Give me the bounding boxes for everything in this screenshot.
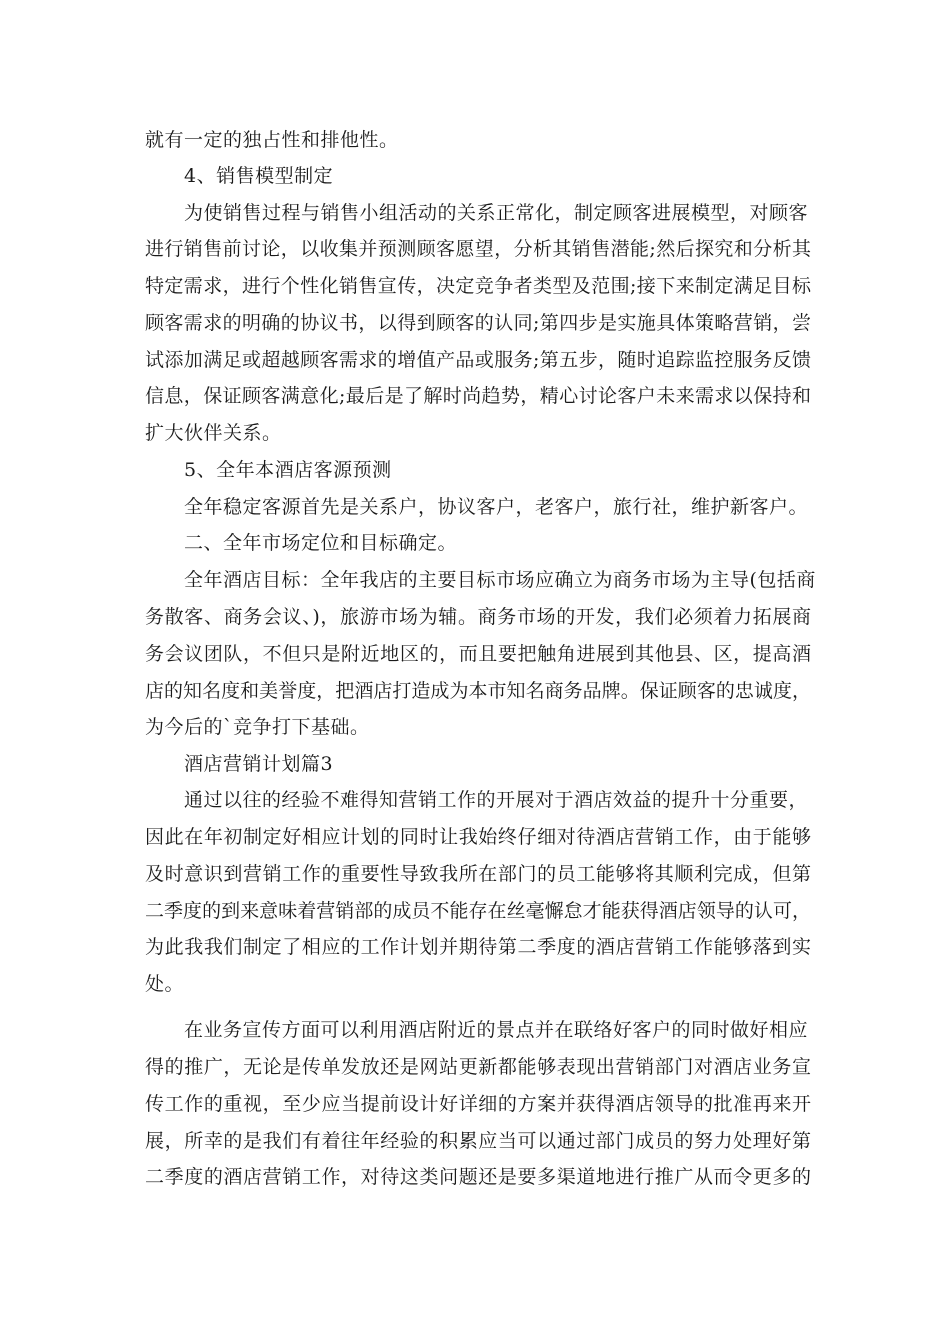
text-line: 为今后的`竞争打下基础。 (145, 716, 370, 738)
text-line: 得的推广，无论是传单发放还是网站更新都能够表现出营销部门对酒店业务宣 (145, 1056, 811, 1078)
text-line: 二季度的酒店营销工作，对待这类问题还是要多渠道地进行推广从而令更多的 (145, 1166, 811, 1188)
text-line: 扩大伙伴关系。 (145, 422, 282, 444)
section-heading: 酒店营销计划篇3 (184, 753, 334, 775)
text-line: 为此我我们制定了相应的工作计划并期待第二季度的酒店营销工作能够落到实 (145, 936, 811, 958)
section-heading: 5、全年本酒店客源预测 (184, 459, 392, 481)
text-line: 店的知名度和美誉度，把酒店打造成为本市知名商务品牌。保证顾客的忠诚度， (145, 680, 811, 702)
text-line: 信息，保证顾客满意化;最后是了解时尚趋势，精心讨论客户未来需求以保持和 (145, 385, 811, 407)
text-line: 进行销售前讨论，以收集并预测顾客愿望，分析其销售潜能;然后探究和分析其 (145, 238, 811, 260)
text-line: 二季度的到来意味着营销部的成员不能存在丝毫懈怠才能获得酒店领导的认可， (145, 900, 811, 922)
text-line: 展，所幸的是我们有着往年经验的积累应当可以通过部门成员的努力处理好第 (145, 1130, 811, 1152)
section-heading: 二、全年市场定位和目标确定。 (184, 532, 458, 554)
text-line: 处。 (145, 973, 185, 995)
text-line: 全年酒店目标：全年我店的主要目标市场应确立为商务市场为主导(包括商 (184, 569, 816, 591)
section-heading: 4、销售模型制定 (184, 165, 334, 187)
text-line: 务散客、商务会议、)，旅游市场为辅。商务市场的开发，我们必须着力拓展商 (145, 606, 811, 628)
text-line: 全年稳定客源首先是关系户，协议客户，老客户，旅行社，维护新客户。 (184, 496, 809, 518)
text-line: 及时意识到营销工作的重要性导致我所在部门的员工能够将其顺利完成，但第 (145, 863, 811, 885)
text-line: 特定需求，进行个性化销售宣传，决定竞争者类型及范围;接下来制定满足目标 (145, 275, 811, 297)
text-line: 就有一定的独占性和排他性。 (145, 129, 399, 151)
text-line: 试添加满足或超越顾客需求的增值产品或服务;第五步，随时追踪监控服务反馈 (145, 349, 811, 371)
text-line: 在业务宣传方面可以利用酒店附近的景点并在联络好客户的同时做好相应 (184, 1019, 809, 1041)
text-line: 务会议团队，不但只是附近地区的，而且要把触角进展到其他县、区，提高酒 (145, 643, 811, 665)
text-line: 因此在年初制定好相应计划的同时让我始终仔细对待酒店营销工作，由于能够 (145, 826, 811, 848)
text-line: 为使销售过程与销售小组活动的关系正常化，制定顾客进展模型，对顾客 (184, 202, 809, 224)
text-line: 通过以往的经验不难得知营销工作的开展对于酒店效益的提升十分重要， (184, 789, 809, 811)
text-line: 传工作的重视，至少应当提前设计好详细的方案并获得酒店领导的批准再来开 (145, 1093, 811, 1115)
text-line: 顾客需求的明确的协议书，以得到顾客的认同;第四步是实施具体策略营销，尝 (145, 312, 811, 334)
